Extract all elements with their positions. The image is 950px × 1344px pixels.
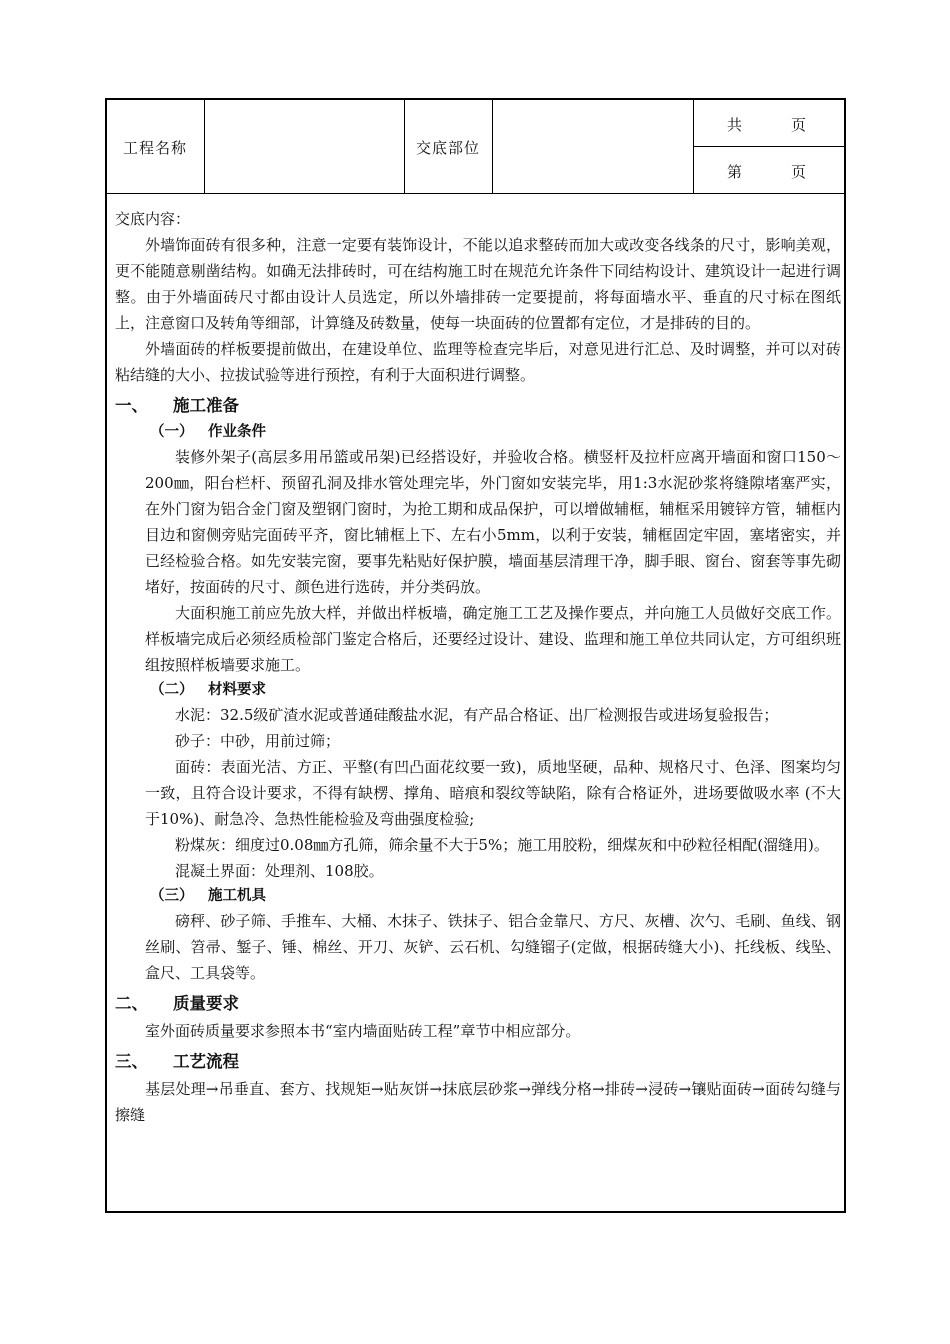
section-heading — [115, 990, 841, 1018]
paragraph: 砂子：中砂，用前过筛； — [175, 732, 341, 750]
project-name-label: 工程名称 — [123, 139, 188, 157]
process-flow: 基层处理→吊垂直、套方、找规矩→贴灰饼→抹底层砂浆→弹线分格→排砖→浸砖→镶贴面砖→面砖勾缝与擦缝 — [115, 1080, 841, 1124]
paragraph: 粉煤灰：细度过0.08㎜方孔筛，筛余量不大于5%；施工用胶粉，细煤灰和中砂粒径相配(溜缝用)。 — [175, 836, 829, 854]
content-label: 交底内容： — [115, 210, 191, 228]
section-title: 工艺流程 — [173, 1052, 239, 1071]
disclosure-form — [105, 98, 846, 1213]
section-number: 一、 — [115, 396, 148, 415]
divider — [404, 100, 405, 193]
page-number: 第 页 — [727, 163, 808, 181]
paragraph: 大面积施工前应先放大样，并做出样板墙，确定施工工艺及操作要点，并向施工人员做好交底工作。样板墙完成后必须经质检部门鉴定合格后，还要经过设计、建设、监理和施工单位共同认定，方可组织班组按照样板墙要求施工。 — [145, 604, 841, 674]
subsection-number: （三） — [150, 888, 194, 904]
location-label: 交底部位 — [416, 139, 481, 157]
divider — [204, 100, 205, 193]
paragraph: 装修外架子(高层多用吊篮或吊架)已经搭设好，并验收合格。横竖杆及拉杆应离开墙面和窗口150～200㎜，阳台栏杆、预留孔洞及排水管处理完毕，外门窗如安装完毕，用1:3水泥砂浆将缝隙堵塞严实，在外门窗为铝合金门窗及塑钢门窗时，为抢工期和成品保护，可以增做辅框，辅框采用镀锌方管，辅框内目边和窗侧旁贴完面砖平齐，窗比辅框上下、左右小5mm，以利于安装，辅框固定牢固，塞堵密实，并已经检验合格。如先安装完窗，要事先粘贴好保护膜，墙面基层清理干净，脚手眼、窗台、窗套等事先砌堵好，按面砖的尺寸、颜色进行选砖，并分类码放。 — [145, 448, 841, 596]
section-heading — [115, 1048, 841, 1076]
subsection-title: 材料要求 — [208, 682, 266, 698]
section-title: 质量要求 — [173, 994, 239, 1013]
intro-paragraph: 外墙面砖的样板要提前做出，在建设单位、监理等检查完毕后，对意见进行汇总、及时调整，并可以对砖粘结缝的大小、拉拔试验等进行预控，有利于大面积进行调整。 — [115, 340, 841, 384]
section-title: 施工准备 — [173, 396, 239, 415]
subsection-title: 作业条件 — [208, 424, 266, 440]
section-number: 二、 — [115, 994, 148, 1013]
subsection-title: 施工机具 — [208, 888, 266, 904]
subsection-heading — [115, 420, 841, 444]
total-pages: 共 页 — [727, 116, 808, 134]
divider — [693, 146, 844, 147]
intro-paragraph: 外墙饰面砖有很多种，注意一定要有装饰设计，不能以追求整砖而加大或改变各线条的尺寸，影响美观，更不能随意剔凿结构。如确无法排砖时，可在结构施工时在规范允许条件下同结构设计、建筑设计一起进行调整。由于外墙面砖尺寸都由设计人员选定，所以外墙排砖一定要提前，将每面墙水平、垂直的尺寸标在图纸上，注意窗口及转角等细部，计算缝及砖数量，使每一块面砖的位置都有定位，才是排砖的目的。 — [115, 236, 841, 332]
paragraph: 室外面砖质量要求参照本书“室内墙面贴砖工程”章节中相应部分。 — [145, 1022, 581, 1040]
subsection-number: （一） — [150, 424, 194, 440]
divider — [492, 100, 493, 193]
subsection-number: （二） — [150, 682, 194, 698]
paragraph: 混凝土界面：处理剂、108胶。 — [175, 862, 384, 880]
subsection-heading — [115, 678, 841, 702]
paragraph: 水泥：32.5级矿渣水泥或普通硅酸盐水泥，有产品合格证、出厂检测报告或进场复验报告； — [175, 706, 779, 724]
disclosure-content — [115, 206, 841, 1128]
section-heading — [115, 392, 841, 420]
form-header — [107, 100, 844, 194]
paragraph: 面砖：表面光洁、方正、平整(有凹凸面花纹要一致)，质地坚硬，品种、规格尺寸、色泽、图案均匀一致，且符合设计要求，不得有缺楞、撑角、暗痕和裂纹等缺陷，除有合格证外，进场要做吸水率 (不大于10%)、耐急冷、急热性能检验及弯曲强度检验; — [145, 758, 841, 828]
paragraph: 磅秤、砂子筛、手推车、大桶、木抹子、铁抹子、铝合金靠尺、方尺、灰槽、次勺、毛刷、鱼线、钢丝刷、笤帚、錾子、锤、棉丝、开刀、灰铲、云石机、勾缝镏子(定做，根据砖缝大小)、托线板、线坠、盒尺、工具袋等。 — [145, 912, 841, 982]
section-number: 三、 — [115, 1052, 148, 1071]
subsection-heading — [115, 884, 841, 908]
